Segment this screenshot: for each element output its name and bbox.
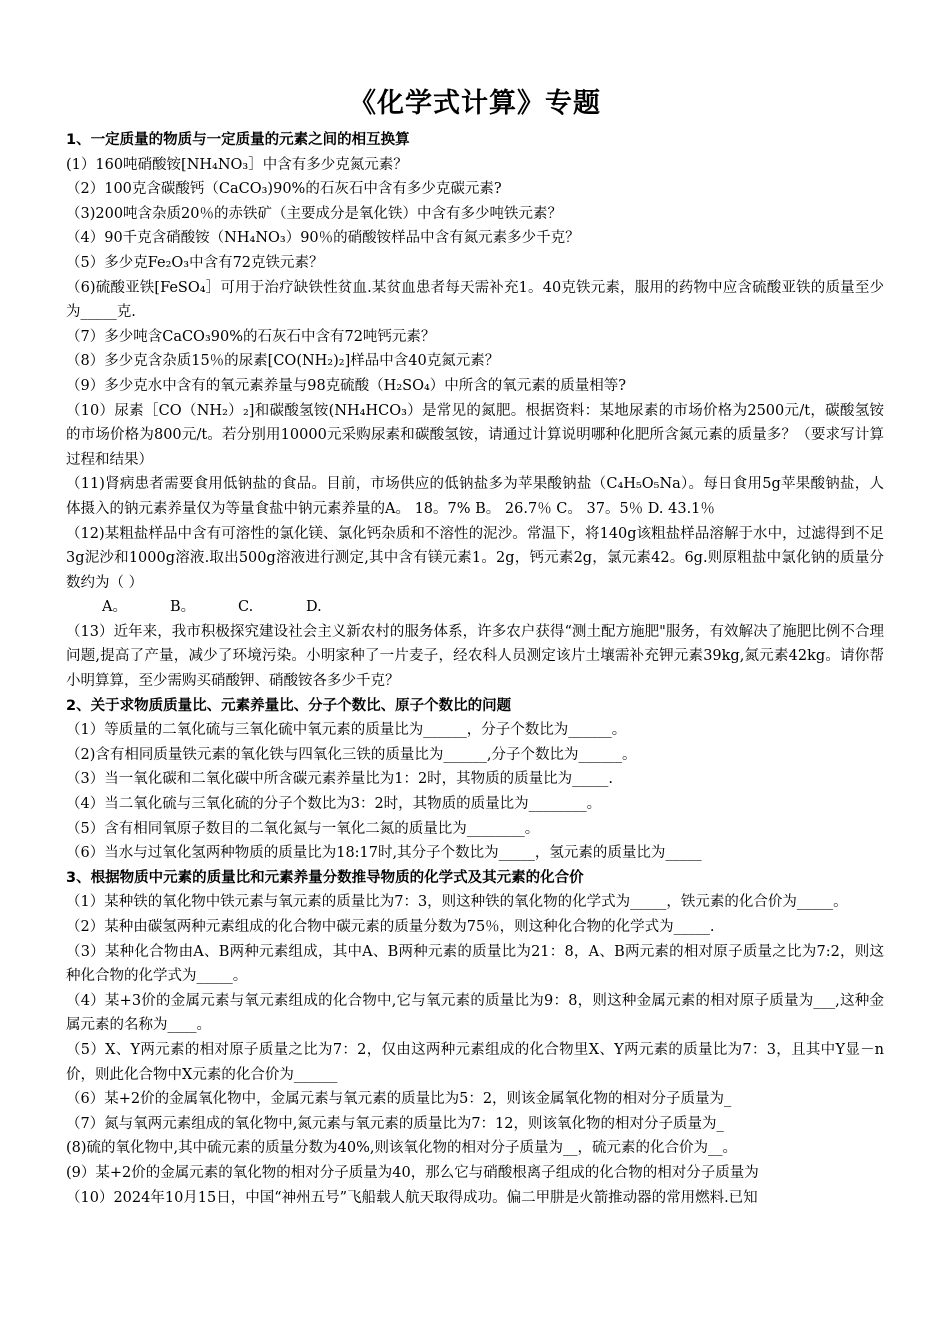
section-heading: 3、根据物质中元素的质量比和元素养量分数推导物质的化学式及其元素的化合价 <box>66 869 584 886</box>
answer-option: C. <box>238 599 254 616</box>
question-item: （1）等质量的二氧化硫与三氧化硫中氧元素的质量比为______，分子个数比为______。 <box>66 722 627 739</box>
answer-option: B。 <box>170 599 196 616</box>
question-item: （8）多少克含杂质15％的尿素[CO(NH₂)₂]样品中含40克氮元素？ <box>66 353 500 370</box>
question-item: （13）近年来，我市积极探究建设社会主义新农村的服务体系，许多农户获得“测土配方施肥"服务，有效解决了施肥比例不合理问题,提高了产量，减少了环境污染。小明家种了一片麦子，经农科人员测定该片土壤需补充钾元素39kg,氮元素42kg。请你帮小明算算，至少需购买硝酸钾、硝酸铵各多少千克？ <box>66 623 884 690</box>
question-item: （5）多少克Fe₂O₃中含有72克铁元素？ <box>66 254 324 271</box>
question-item: (9）某+2价的金属元素的氧化物的相对分子质量为40，那么它与硝酸根离子组成的化合物的相对分子质量为 <box>66 1164 759 1181</box>
question-item: （4）当二氧化硫与三氧化硫的分子个数比为3：2时，其物质的质量比为________。 <box>66 796 602 813</box>
answer-options <box>66 595 884 620</box>
section-heading: 1、一定质量的物质与一定质量的元素之间的相互换算 <box>66 132 410 148</box>
question-item: （2）100克含碳酸钙（CaCO₃)90%的石灰石中含有多少克碳元素? <box>66 181 502 198</box>
question-item: （12)某粗盐样品中含有可溶性的氯化镁、氯化钙杂质和不溶性的泥沙。常温下，将140g该粗盐样品溶解于水中，过滤得到不足3g泥沙和1000g溶液.取出500g溶液进行测定,其中含有镁元素1。2g，钙元素2g，氯元素42。6g.则原粗盐中氯化钠的质量分数约为（ ） <box>66 525 884 591</box>
question-item: （2)含有相同质量铁元素的氧化铁与四氧化三铁的质量比为______,分子个数比为______。 <box>66 746 637 763</box>
question-item: (8)硫的氧化物中,其中硫元素的质量分数为40%,则该氧化物的相对分子质量为__，硫元素的化合价为__。 <box>66 1140 737 1157</box>
question-item: （5）X、Y两元素的相对原子质量之比为7：2，仅由这两种元素组成的化合物里X、Y两元素的质量比为7：3，且其中Y显－n价，则此化合物中X元素的化合价为______ <box>66 1041 884 1083</box>
question-item: (1）160吨硝酸铵[NH₄NO₃］中含有多少克氮元素？ <box>66 156 408 173</box>
question-item: （2）某种由碳氢两种元素组成的化合物中碳元素的质量分数为75％，则这种化合物的化学式为_____. <box>66 919 715 935</box>
question-item: （6)硫酸亚铁[FeSO₄］可用于治疗缺铁性贫血.某贫血患者每天需补充1。40克铁元素，服用的药物中应含硫酸亚铁的质量至少为_____克. <box>66 279 884 321</box>
question-item: （1）某种铁的氧化物中铁元素与氧元素的质量比为7：3，则这种铁的氧化物的化学式为_____，铁元素的化合价为_____。 <box>66 894 848 911</box>
question-item: （6）某+2价的金属氧化物中，金属元素与氧元素的质量比为5：2，则该金属氧化物的相对分子质量为_ <box>66 1091 732 1108</box>
answer-option: D. <box>306 599 322 616</box>
question-item: （4）90千克含硝酸铵（NH₄NO₃）90％的硝酸铵样品中含有氮元素多少千克？ <box>66 230 580 247</box>
question-item: （4）某+3价的金属元素与氧元素组成的化合物中,它与氧元素的质量比为9：8，则这种金属元素的相对原子质量为___,这种金属元素的名称为____。 <box>66 992 884 1034</box>
question-item: （3）当一氧化碳和二氧化碳中所含碳元素养量比为1：2时，其物质的质量比为_____. <box>66 771 614 788</box>
page-title: 《化学式计算》专题 <box>349 88 601 119</box>
question-item: （6）当水与过氧化氢两种物质的质量比为18:17时,其分子个数比为_____，氢元素的质量比为_____ <box>66 845 702 862</box>
section-heading: 2、关于求物质质量比、元素养量比、分子个数比、原子个数比的问题 <box>66 697 512 714</box>
question-item: （3)200吨含杂质20％的赤铁矿（主要成分是氧化铁）中含有多少吨铁元素？ <box>66 205 563 222</box>
document-body <box>66 128 884 1210</box>
question-item: （5）含有相同氧原子数目的二氧化氮与一氧化二氮的质量比为________。 <box>66 820 540 837</box>
question-item: （9）多少克水中含有的氧元素养量与98克硫酸（H₂SO₄）中所含的氧元素的质量相等? <box>66 377 627 394</box>
question-item: （10）2024年10月15日，中国“神州五号”飞船载人航天取得成功。偏二甲肼是火箭推动器的常用燃料.已知 <box>66 1189 758 1206</box>
answer-option: A。 <box>102 599 127 616</box>
question-item: （11)肾病患者需要食用低钠盐的食品。目前，市场供应的低钠盐多为苹果酸钠盐（C₄H₅O₅Na）。每日食用5g苹果酸钠盐，人体摄入的钠元素养量仅为等量食盐中钠元素养量的A。 18。7% B。 26.7％ C。 37。5％ D. 43.1％ <box>66 476 884 517</box>
question-item: （3）某种化合物由A、B两种元素组成，其中A、B两种元素的质量比为21：8，A、B两元素的相对原子质量之比为7:2，则这种化合物的化学式为_____。 <box>66 943 884 985</box>
question-item: （7）多少吨含CaCO₃90%的石灰石中含有72吨钙元素？ <box>66 328 436 345</box>
question-item: （10）尿素［CO（NH₂）₂]和碳酸氢铵(NH₄HCO₃）是常见的氮肥。根据资料：某地尿素的市场价格为2500元/t，碳酸氢铵的市场价格为800元/t。若分别用10000元采购尿素和碳酸氢铵，请通过计算说明哪种化肥所含氮元素的质量多？（要求写计算过程和结果） <box>66 402 884 468</box>
question-item: （7）氮与氧两元素组成的氧化物中,氮元素与氧元素的质量比为7：12，则该氧化物的相对分子质量为_ <box>66 1115 724 1132</box>
